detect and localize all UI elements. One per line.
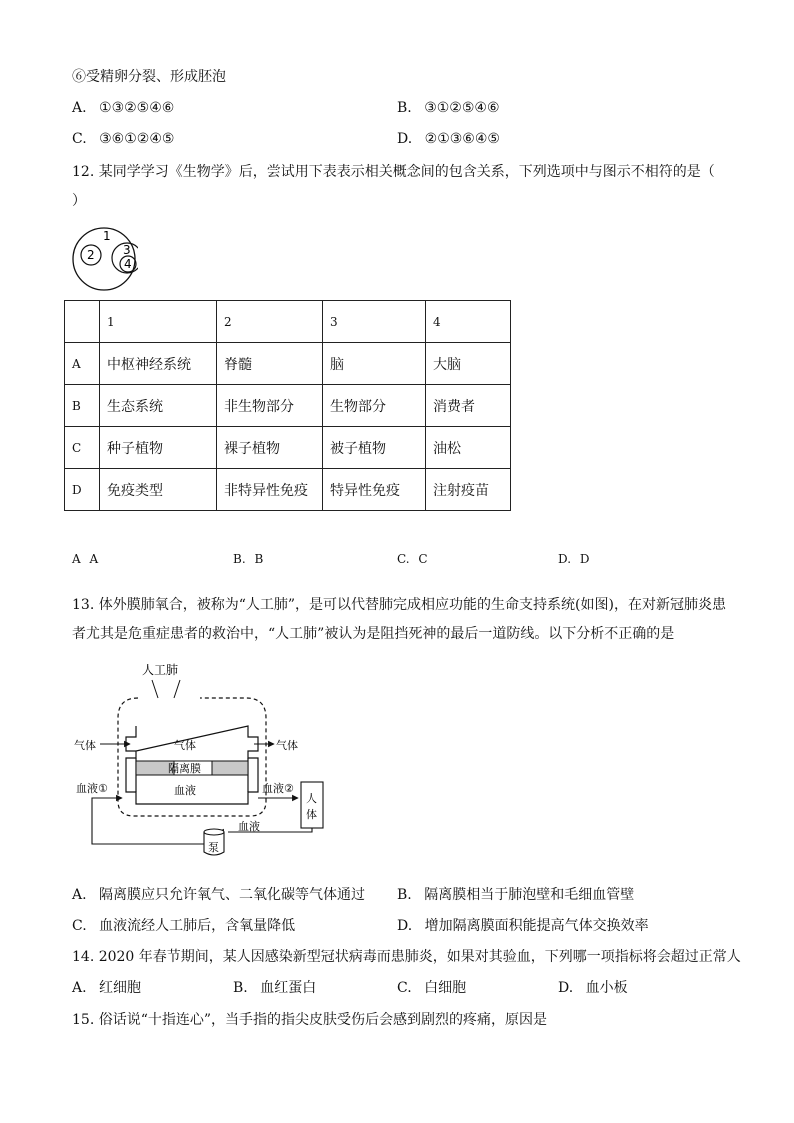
gas-chamber-label: 气体	[174, 739, 196, 752]
option-text: 红细胞	[99, 980, 142, 996]
q12-option-a[interactable]	[72, 552, 98, 566]
table-row	[65, 427, 511, 469]
q13-option-d[interactable]	[397, 915, 649, 935]
table-cell: 消费者	[426, 385, 511, 427]
venn-diagram	[70, 226, 138, 292]
q11-option-a[interactable]	[72, 100, 174, 116]
option-text: 白细胞	[424, 980, 467, 996]
table-cell: 种子植物	[100, 427, 217, 469]
option-text: C	[418, 552, 428, 566]
table-row	[65, 343, 511, 385]
q12-option-d[interactable]	[558, 552, 589, 566]
blood-chamber-label: 血液	[174, 784, 196, 797]
q14-option-a[interactable]	[72, 977, 141, 997]
body-label-2: 体	[306, 808, 317, 821]
table-row	[65, 469, 511, 511]
venn-label-2: 2	[87, 248, 95, 262]
option-text: B	[254, 552, 264, 566]
table-cell: 2	[217, 301, 323, 343]
option-text: 隔离膜相当于肺泡壁和毛细血管壁	[424, 887, 635, 903]
option-key: D.	[397, 918, 413, 934]
table-cell: 特异性免疫	[323, 469, 426, 511]
table-cell: B	[65, 385, 100, 427]
option-text: 血红蛋白	[260, 980, 317, 996]
q11-step6: ⑥受精卵分裂、形成胚泡	[72, 69, 226, 85]
table-cell: 生态系统	[100, 385, 217, 427]
q11-option-c[interactable]	[72, 131, 174, 147]
blood-out-label: 血液②	[262, 782, 294, 795]
table-cell: 非生物部分	[217, 385, 323, 427]
option-key: A.	[72, 100, 87, 116]
table-cell: 大脑	[426, 343, 511, 385]
option-key: C.	[72, 131, 87, 147]
option-text: ③⑥①②④⑤	[99, 131, 175, 147]
venn-label-1: 1	[103, 229, 111, 243]
q13-option-a[interactable]	[72, 884, 365, 904]
option-key: A	[72, 552, 81, 566]
table-cell: 被子植物	[323, 427, 426, 469]
table-cell: 脑	[323, 343, 426, 385]
option-key: B.	[233, 552, 246, 566]
leader-line	[152, 680, 158, 698]
artificial-lung-diagram	[70, 658, 340, 862]
q14-stem: 14. 2020 年春节期间，某人因感染新型冠状病毒而患肺炎，如果对其验血，下列哪一项指标将会超过正常人	[72, 949, 741, 965]
q13-stem-line2: 者尤其是危重症患者的救治中，“人工肺”被认为是阻挡死神的最后一道防线。以下分析不正确的是	[72, 626, 675, 642]
option-key: B.	[233, 980, 248, 996]
option-key: C.	[72, 918, 87, 934]
option-key: D.	[558, 552, 572, 566]
q14-option-c[interactable]	[397, 977, 466, 997]
table-cell: A	[65, 343, 100, 385]
venn-label-3: 3	[123, 243, 131, 257]
leader-line	[174, 680, 180, 698]
q14-option-d[interactable]	[558, 977, 628, 997]
option-key: A.	[72, 980, 87, 996]
table-cell: 裸子植物	[217, 427, 323, 469]
option-text: A	[89, 552, 99, 566]
table-cell: 非特异性免疫	[217, 469, 323, 511]
table-cell: 注射疫苗	[426, 469, 511, 511]
option-key: C.	[397, 980, 412, 996]
pump-label: 泵	[208, 841, 219, 854]
option-text: ②①③⑥④⑤	[424, 131, 500, 147]
gas-out-label: 气体	[276, 739, 298, 752]
table-cell: 脊髓	[217, 343, 323, 385]
q13-option-b[interactable]	[397, 884, 634, 904]
blood-bottom-label: 血液	[238, 820, 260, 833]
option-key: C.	[397, 552, 410, 566]
option-text: D	[579, 552, 590, 566]
option-text: ①③②⑤④⑥	[99, 100, 175, 116]
q11-option-b[interactable]	[397, 100, 500, 116]
gas-in-label: 气体	[74, 739, 96, 752]
table-row	[65, 385, 511, 427]
option-key: B.	[397, 100, 412, 116]
table-cell: 免疫类型	[100, 469, 217, 511]
table-cell: D	[65, 469, 100, 511]
q12-option-b[interactable]	[233, 552, 263, 566]
table-cell: C	[65, 427, 100, 469]
table-cell	[65, 301, 100, 343]
option-text: 增加隔离膜面积能提高气体交换效率	[424, 918, 649, 934]
q11-option-d[interactable]	[397, 131, 500, 147]
q15-stem: 15. 俗话说“十指连心”，当手指的指尖皮肤受伤后会感到剧烈的疼痛，原因是	[72, 1012, 548, 1028]
option-key: A.	[72, 887, 87, 903]
table-cell: 生物部分	[323, 385, 426, 427]
q13-stem-line1: 13. 体外膜肺氧合，被称为“人工肺”，是可以代替肺完成相应功能的生命支持系统(如图)，在对新冠肺炎患	[72, 597, 726, 613]
artificial-lung-label: 人工肺	[142, 663, 179, 677]
option-key: B.	[397, 887, 412, 903]
table-cell: 油松	[426, 427, 511, 469]
q12-stem-line2: ）	[72, 193, 86, 209]
table-cell: 4	[426, 301, 511, 343]
body-box	[301, 782, 323, 828]
q13-option-c[interactable]	[72, 915, 295, 935]
blood-in-label: 血液①	[76, 782, 108, 795]
option-key: D.	[397, 131, 413, 147]
q12-option-c[interactable]	[397, 552, 428, 566]
artificial-lung-boundary	[118, 698, 266, 816]
table-cell: 3	[323, 301, 426, 343]
option-text: 血液流经人工肺后，含氧量降低	[99, 918, 296, 934]
option-text: 隔离膜应只允许氧气、二氧化碳等气体通过	[99, 887, 366, 903]
q14-option-b[interactable]	[233, 977, 316, 997]
q12-stem-line1: 12. 某同学学习《生物学》后，尝试用下表表示相关概念间的包含关系，下列选项中与图示不相符的是（	[72, 164, 715, 180]
body-label-1: 人	[306, 792, 317, 805]
membrane-label: 隔离膜	[168, 762, 201, 775]
option-key: D.	[558, 980, 574, 996]
table-cell: 1	[100, 301, 217, 343]
table-cell: 中枢神经系统	[100, 343, 217, 385]
option-text: ③①②⑤④⑥	[424, 100, 500, 116]
blood-in-loop	[92, 798, 204, 844]
table-header-row	[65, 301, 511, 343]
option-text: 血小板	[585, 980, 628, 996]
concept-table	[64, 300, 511, 511]
venn-label-4: 4	[124, 257, 132, 271]
